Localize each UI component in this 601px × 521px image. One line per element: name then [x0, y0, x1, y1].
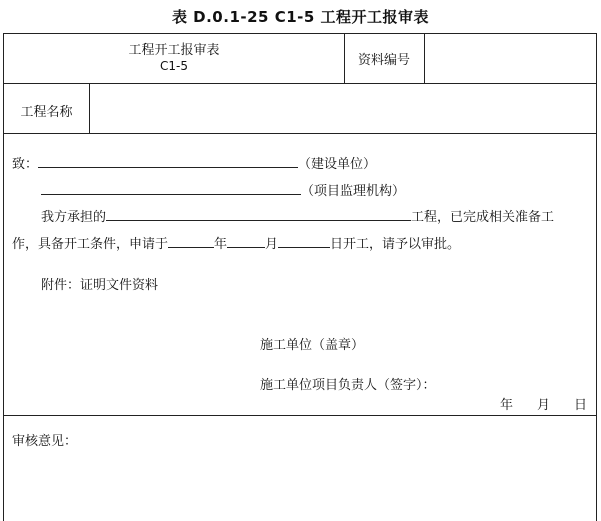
- attachment-line: 附件：证明文件资料: [41, 278, 159, 293]
- para-start: 我方承担的: [41, 210, 107, 225]
- review-label: 审核意见：: [12, 434, 78, 449]
- to-label: 致：: [12, 157, 39, 172]
- para-mid: 工程，已完成相关准备工: [411, 210, 555, 225]
- date-day: 日: [574, 398, 588, 413]
- date-year: 年: [500, 398, 514, 413]
- contractor-seal: 施工单位（盖章）: [260, 338, 365, 353]
- contractor-manager: 施工单位项目负责人（签字）：: [260, 378, 436, 393]
- form-code: C1-5: [160, 59, 188, 73]
- recipient-line-2: [41, 180, 405, 199]
- paragraph-line-2: [12, 233, 460, 252]
- recipient-field-1[interactable]: [38, 153, 298, 168]
- paragraph-line-1: [41, 206, 554, 225]
- row-divider-2: [4, 133, 596, 134]
- year-label: 年: [214, 237, 228, 252]
- project-name-label: 工程名称: [20, 105, 73, 120]
- recipient-line-1: [12, 153, 376, 172]
- day-field[interactable]: [278, 233, 330, 248]
- month-label: 月: [265, 237, 279, 252]
- date-line: [500, 394, 587, 413]
- record-no-label: 资料编号: [357, 53, 410, 68]
- form-name: 工程开工报审表: [128, 43, 220, 58]
- year-field[interactable]: [168, 233, 214, 248]
- header-divider-2: [424, 34, 425, 83]
- project-divider: [89, 83, 90, 133]
- approval-form: [3, 33, 597, 521]
- para-line2: 作，具备开工条件，申请于: [12, 237, 169, 252]
- day-start: 日开工，请予以审批。: [330, 237, 461, 252]
- document-title: 表 D.0.1-25 C1-5 工程开工报审表: [171, 8, 430, 26]
- recipient-suffix-2: （项目监理机构）: [301, 184, 406, 199]
- recipient-field-2[interactable]: [41, 180, 301, 195]
- recipient-suffix-1: （建设单位）: [298, 157, 377, 172]
- month-field[interactable]: [227, 233, 265, 248]
- row-divider-3: [4, 415, 596, 416]
- row-divider-1: [4, 83, 596, 84]
- project-field[interactable]: [106, 206, 411, 221]
- date-month: 月: [537, 398, 551, 413]
